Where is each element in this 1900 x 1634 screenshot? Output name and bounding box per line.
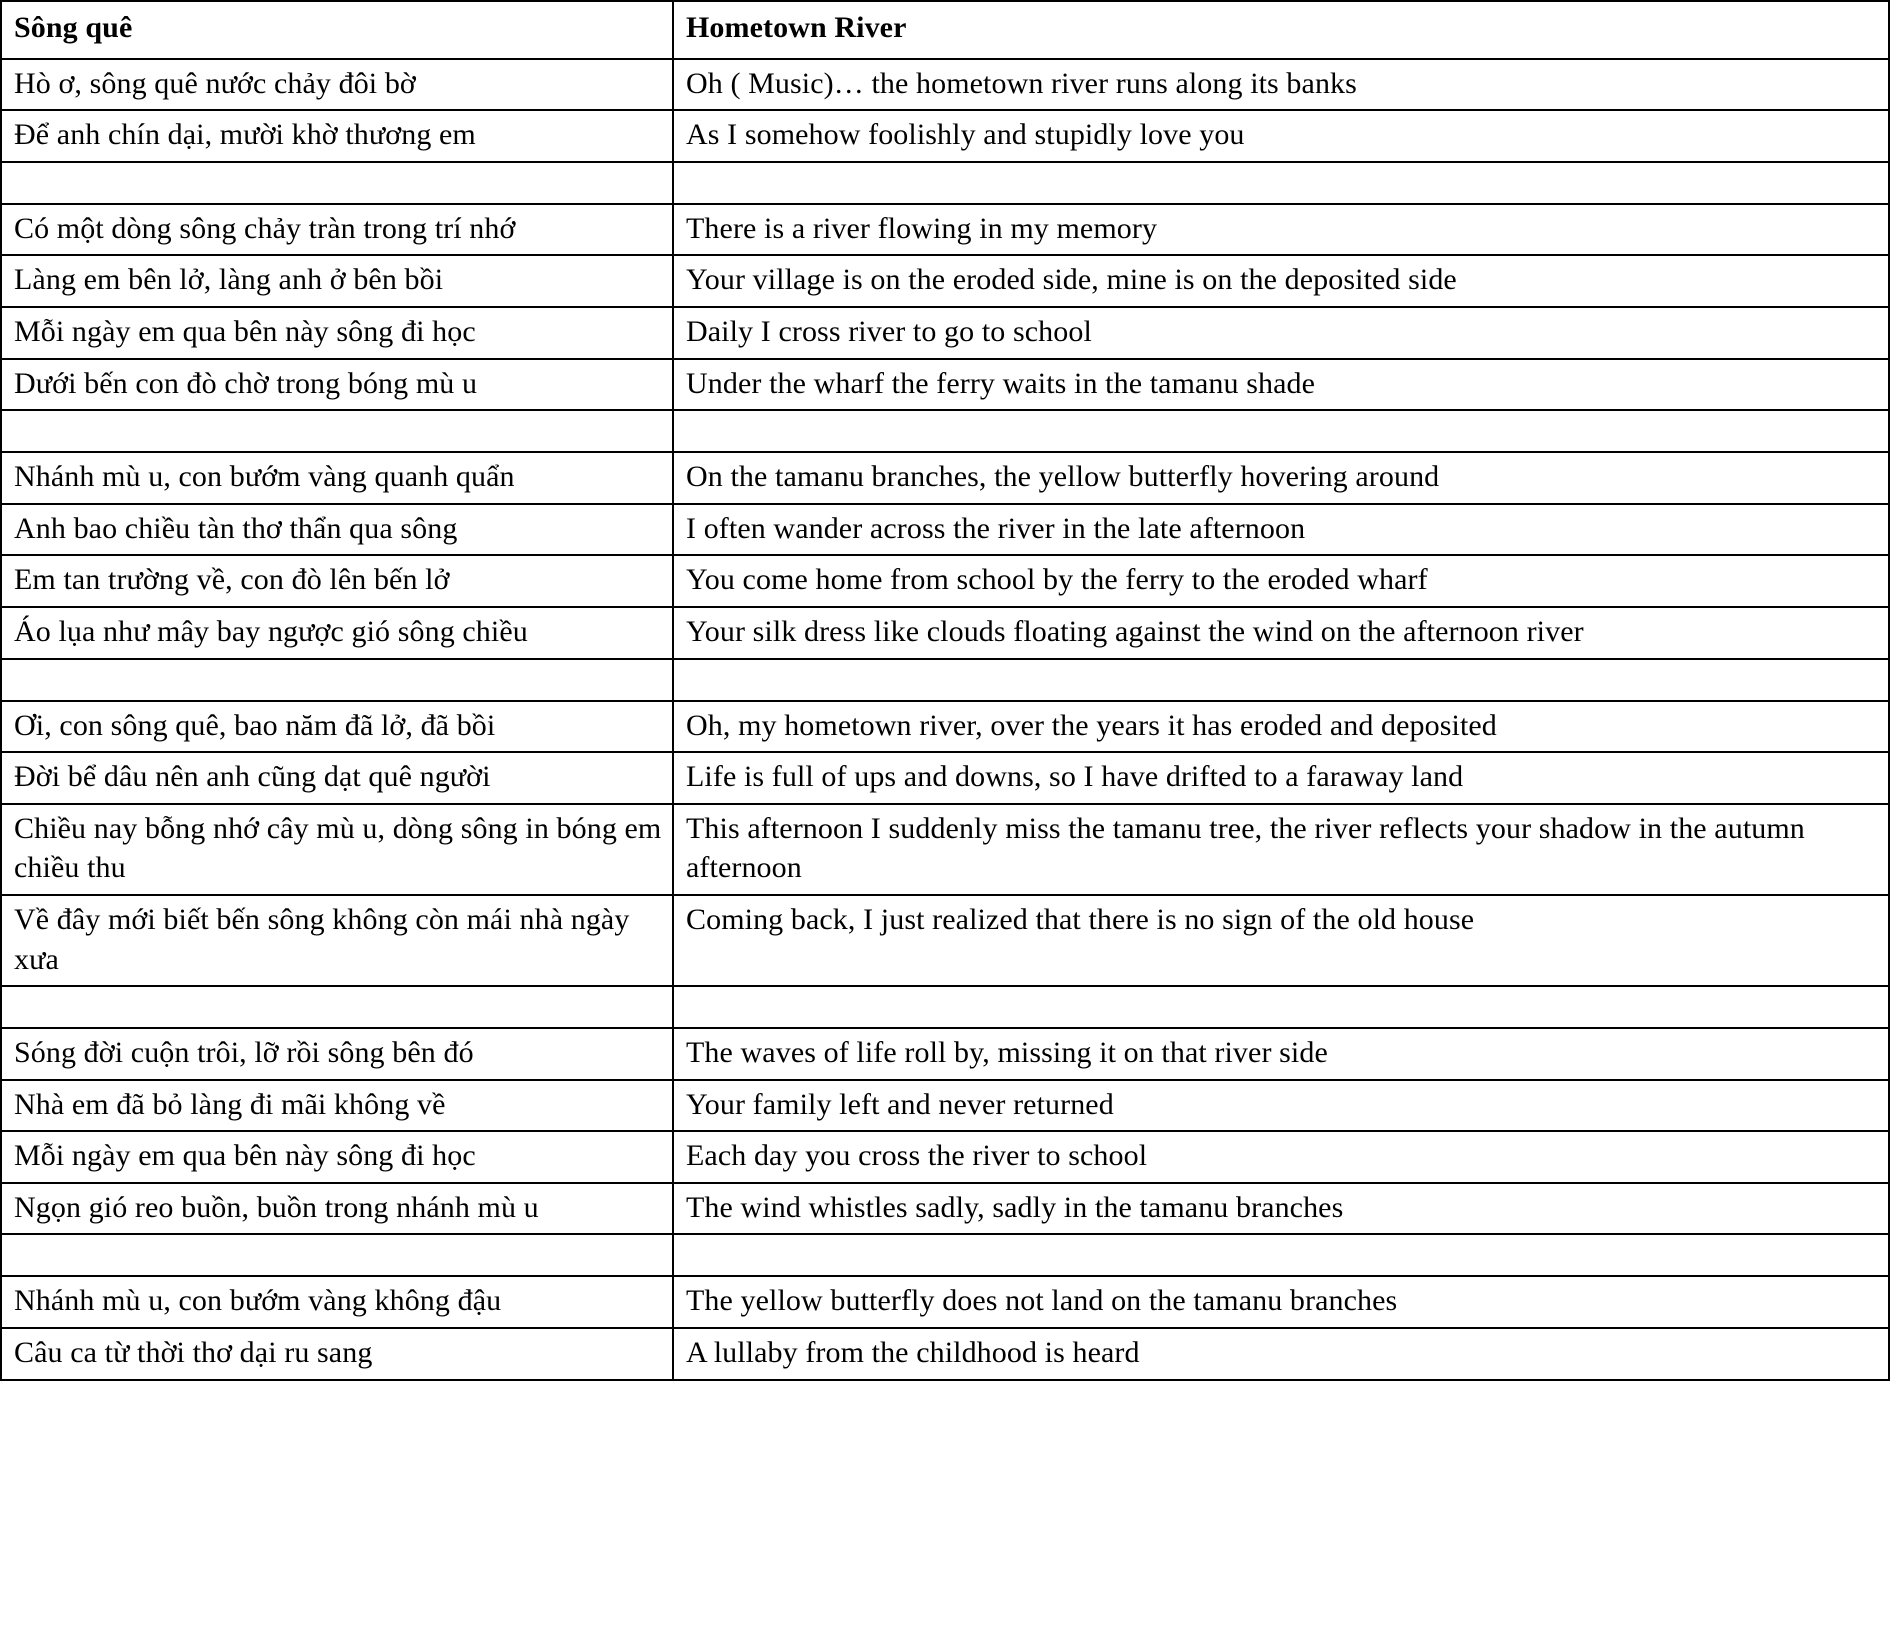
lyric-cell-english: As I somehow foolishly and stupidly love you — [673, 110, 1889, 162]
lyric-cell-english: On the tamanu branches, the yellow butterfly hovering around — [673, 452, 1889, 504]
table-row — [1, 1131, 1889, 1183]
spacer-cell-vietnamese — [1, 1234, 673, 1276]
table-header-row — [1, 1, 1889, 59]
table-row — [1, 1276, 1889, 1328]
lyric-cell-vietnamese: Câu ca từ thời thơ dại ru sang — [1, 1328, 673, 1380]
spacer-cell-vietnamese — [1, 162, 673, 204]
spacer-cell-english — [673, 162, 1889, 204]
table-row — [1, 452, 1889, 504]
lyric-cell-vietnamese: Em tan trường về, con đò lên bến lở — [1, 555, 673, 607]
lyric-cell-english: Each day you cross the river to school — [673, 1131, 1889, 1183]
lyric-cell-vietnamese: Về đây mới biết bến sông không còn mái nhà ngày xưa — [1, 895, 673, 986]
spacer-row — [1, 1234, 1889, 1276]
table-row — [1, 1080, 1889, 1132]
column-header-english: Hometown River — [673, 1, 1889, 59]
lyric-cell-english: I often wander across the river in the late afternoon — [673, 504, 1889, 556]
lyric-cell-english: Daily I cross river to go to school — [673, 307, 1889, 359]
lyric-cell-vietnamese: Nhà em đã bỏ làng đi mãi không về — [1, 1080, 673, 1132]
lyric-cell-english: Your silk dress like clouds floating against the wind on the afternoon river — [673, 607, 1889, 659]
lyric-cell-vietnamese: Chiều nay bỗng nhớ cây mù u, dòng sông in bóng em chiều thu — [1, 804, 673, 895]
lyric-cell-vietnamese: Mỗi ngày em qua bên này sông đi học — [1, 307, 673, 359]
spacer-row — [1, 410, 1889, 452]
table-row — [1, 59, 1889, 111]
table-body — [1, 59, 1889, 1380]
table-row — [1, 307, 1889, 359]
spacer-cell-vietnamese — [1, 410, 673, 452]
lyric-cell-english: Life is full of ups and downs, so I have drifted to a faraway land — [673, 752, 1889, 804]
lyric-cell-english: This afternoon I suddenly miss the tamanu tree, the river reflects your shadow in the autumn afternoon — [673, 804, 1889, 895]
table-row — [1, 1328, 1889, 1380]
lyric-cell-vietnamese: Ơi, con sông quê, bao năm đã lở, đã bồi — [1, 701, 673, 753]
lyric-cell-vietnamese: Hò ơ, sông quê nước chảy đôi bờ — [1, 59, 673, 111]
lyric-cell-vietnamese: Áo lụa như mây bay ngược gió sông chiều — [1, 607, 673, 659]
lyric-cell-english: Your village is on the eroded side, mine is on the deposited side — [673, 255, 1889, 307]
lyric-cell-vietnamese: Nhánh mù u, con bướm vàng không đậu — [1, 1276, 673, 1328]
column-header-vietnamese: Sông quê — [1, 1, 673, 59]
lyric-cell-english: The waves of life roll by, missing it on that river side — [673, 1028, 1889, 1080]
lyric-cell-vietnamese: Anh bao chiều tàn thơ thẩn qua sông — [1, 504, 673, 556]
spacer-row — [1, 986, 1889, 1028]
lyric-cell-vietnamese: Đời bể dâu nên anh cũng dạt quê người — [1, 752, 673, 804]
lyric-cell-english: Coming back, I just realized that there is no sign of the old house — [673, 895, 1889, 986]
spacer-row — [1, 162, 1889, 204]
spacer-row — [1, 659, 1889, 701]
table-row — [1, 255, 1889, 307]
table-row — [1, 1183, 1889, 1235]
lyric-cell-english: Oh ( Music)… the hometown river runs along its banks — [673, 59, 1889, 111]
lyric-cell-vietnamese: Dưới bến con đò chờ trong bóng mù u — [1, 359, 673, 411]
lyric-cell-english: There is a river flowing in my memory — [673, 204, 1889, 256]
spacer-cell-english — [673, 659, 1889, 701]
lyric-cell-vietnamese: Để anh chín dại, mười khờ thương em — [1, 110, 673, 162]
spacer-cell-english — [673, 986, 1889, 1028]
table-row — [1, 555, 1889, 607]
spacer-cell-english — [673, 1234, 1889, 1276]
table-row — [1, 607, 1889, 659]
lyric-cell-vietnamese: Ngọn gió reo buồn, buồn trong nhánh mù u — [1, 1183, 673, 1235]
table-row — [1, 204, 1889, 256]
lyric-cell-vietnamese: Nhánh mù u, con bướm vàng quanh quẩn — [1, 452, 673, 504]
table-row — [1, 752, 1889, 804]
lyric-cell-vietnamese: Mỗi ngày em qua bên này sông đi học — [1, 1131, 673, 1183]
spacer-cell-english — [673, 410, 1889, 452]
lyric-cell-english: The wind whistles sadly, sadly in the tamanu branches — [673, 1183, 1889, 1235]
lyric-cell-english: You come home from school by the ferry to the eroded wharf — [673, 555, 1889, 607]
table-header — [1, 1, 1889, 59]
table-row — [1, 804, 1889, 895]
spacer-cell-vietnamese — [1, 659, 673, 701]
lyric-cell-vietnamese: Sóng đời cuộn trôi, lỡ rồi sông bên đó — [1, 1028, 673, 1080]
table-row — [1, 110, 1889, 162]
lyric-cell-english: Under the wharf the ferry waits in the tamanu shade — [673, 359, 1889, 411]
table-row — [1, 701, 1889, 753]
spacer-cell-vietnamese — [1, 986, 673, 1028]
table-row — [1, 1028, 1889, 1080]
table-row — [1, 359, 1889, 411]
table-row — [1, 504, 1889, 556]
lyric-cell-english: Oh, my hometown river, over the years it has eroded and deposited — [673, 701, 1889, 753]
lyric-cell-english: A lullaby from the childhood is heard — [673, 1328, 1889, 1380]
lyric-cell-english: Your family left and never returned — [673, 1080, 1889, 1132]
lyric-cell-english: The yellow butterfly does not land on the tamanu branches — [673, 1276, 1889, 1328]
lyric-cell-vietnamese: Có một dòng sông chảy tràn trong trí nhớ — [1, 204, 673, 256]
lyric-cell-vietnamese: Làng em bên lở, làng anh ở bên bồi — [1, 255, 673, 307]
table-row — [1, 895, 1889, 986]
